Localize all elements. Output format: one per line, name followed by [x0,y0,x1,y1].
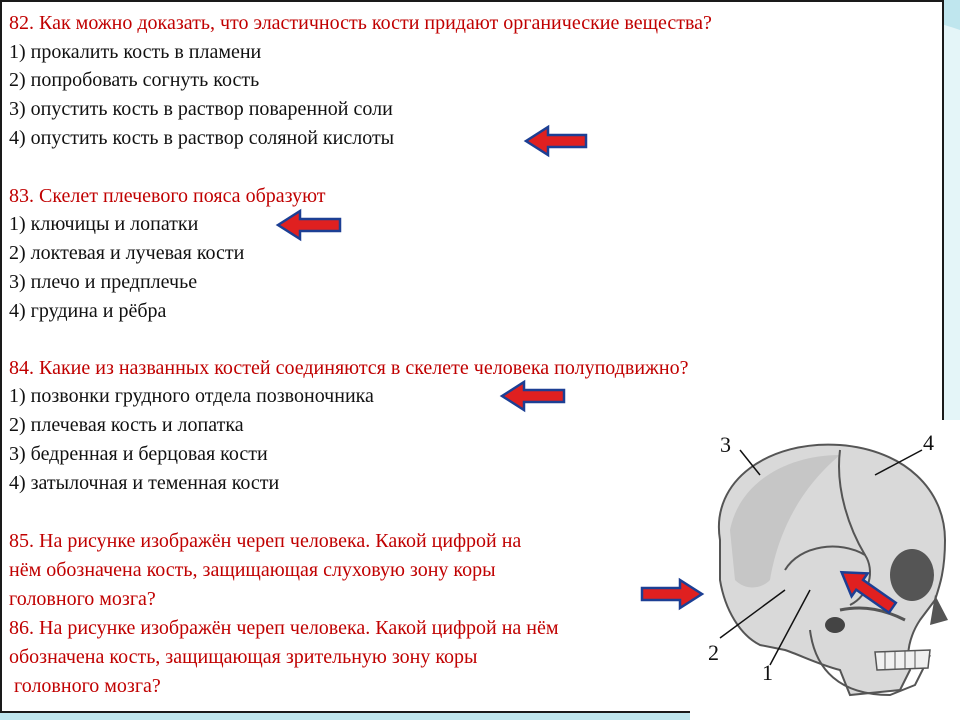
question-85-line-1: 85. На рисунке изображён череп человека. Какой цифрой на [9,530,522,552]
skull-illustration [690,420,960,720]
skull-label-2: 2 [708,640,719,665]
question-86-line-3: головного мозга? [9,675,161,697]
question-84-title: 84. Какие из названных костей соединяются в скелете человека полуподвижно? [9,357,689,379]
skull-label-3: 3 [720,432,731,457]
question-83-title: 83. Скелет плечевого пояса образуют [9,185,326,207]
question-82-title: 82. Как можно доказать, что эластичность кости придают органические вещества? [9,12,712,34]
question-83-option-2: 2) локтевая и лучевая кости [9,242,245,264]
skull-label-4: 4 [923,430,934,455]
pointer-arrow-85 [636,576,706,612]
question-84-option-1: 1) позвонки грудного отдела позвоночника [9,385,374,407]
question-83-option-1: 1) ключицы и лопатки [9,213,199,235]
question-86-line-1: 86. На рисунке изображён череп человека. Какой цифрой на нём [9,617,559,639]
question-84-option-3: 3) бедренная и берцовая кости [9,443,268,465]
question-83-option-3: 3) плечо и предплечье [9,271,198,293]
skull-label-1: 1 [762,660,773,685]
question-82-option-4: 4) опустить кость в раствор соляной кислоты [9,127,395,149]
pointer-arrow-skull [832,560,902,620]
question-82-option-3: 3) опустить кость в раствор поваренной соли [9,98,393,120]
answer-arrow-83 [274,207,346,243]
question-82-option-1: 1) прокалить кость в пламени [9,41,262,63]
question-84-option-2: 2) плечевая кость и лопатка [9,414,244,436]
question-84-option-4: 4) затылочная и теменная кости [9,472,280,494]
question-86-line-2: обозначена кость, защищающая зрительную зону коры [9,646,478,668]
answer-arrow-84 [498,378,570,414]
question-82-option-2: 2) попробовать согнуть кость [9,69,260,91]
question-85-line-3: головного мозга? [9,588,156,610]
question-85-line-2: нём обозначена кость, защищающая слуховую зону коры [9,559,496,581]
question-83-option-4: 4) грудина и рёбра [9,300,167,322]
answer-arrow-82 [522,123,592,159]
